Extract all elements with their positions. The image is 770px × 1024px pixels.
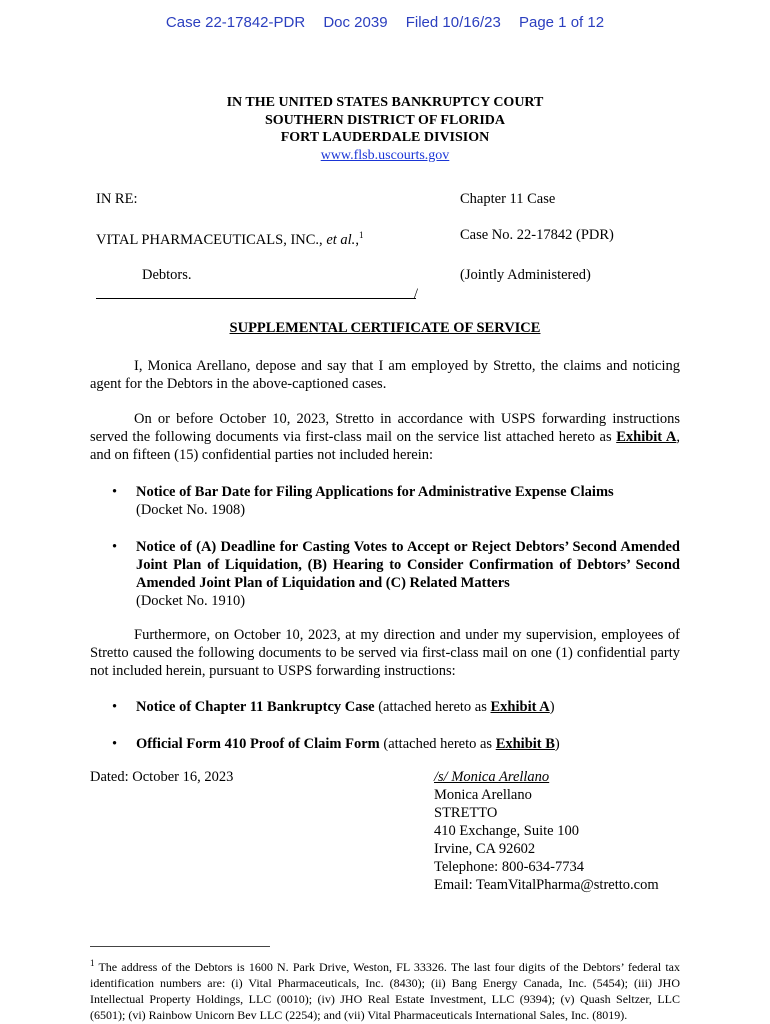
- bullet-item-title: Notice of Bar Date for Filing Applications for Administrative Expense Claims: [136, 484, 614, 500]
- bullet-item: [136, 538, 680, 610]
- document-title: SUPPLEMENTAL CERTIFICATE OF SERVICE: [229, 320, 541, 336]
- page-number-header: Page 1 of 12: [518, 14, 605, 31]
- court-line-2: SOUTHERN DISTRICT OF FLORIDA: [265, 112, 505, 128]
- court-line-3: FORT LAUDERDALE DIVISION: [280, 130, 490, 145]
- et-al-text: et al.: [326, 231, 356, 248]
- bullet-item: [136, 483, 680, 519]
- footnote-text: The address of the Debtors is 1600 N. Park Drive, Weston, FL 33326. The last four digits of the Debtors’ federal tax identification numbers are: (i) Vital Pharmaceuticals, Inc. (8430); (ii) Bang Energy Canada, Inc. (5454); (iii) JHO Intellectual Property Holdings, LLC (0010); (iv) JHO Real Estate Investment, LLC (9394); (v) Quash Seltzer, LLC (6501); (vi) Rainbow Unicorn Bev LLC (2254); and (vii) Vital Pharmaceuticals International Sales, Inc. (8019).: [90, 960, 680, 1022]
- caption-rule: [96, 298, 416, 299]
- bullet-item-mid: (attached hereto as: [379, 736, 496, 752]
- case-number: Case No. 22-17842 (PDR): [460, 227, 614, 243]
- filing-header: [0, 14, 770, 31]
- filed-date-header: Filed 10/16/23: [405, 14, 501, 31]
- case-number-header: Case 22-17842-PDR: [165, 14, 306, 31]
- signer-address-1: 410 Exchange, Suite 100: [434, 823, 579, 839]
- footnote-rule: [90, 946, 270, 947]
- signature-block: [434, 768, 659, 894]
- bullet-icon: •: [112, 539, 118, 555]
- signer-email: Email: TeamVitalPharma@stretto.com: [434, 877, 659, 893]
- debtor-name: [96, 226, 363, 249]
- bullet-item-end: ): [554, 736, 560, 752]
- paragraph-3: Furthermore, on October 10, 2023, at my direction and under my supervision, employees of Stretto caused the following documents to be served via first-class mail on one (1) confidential party not included herein, pursuant to USPS forwarding instructions:: [90, 627, 680, 679]
- court-website-link[interactable]: www.flsb.uscourts.gov: [320, 147, 450, 163]
- signer-name: Monica Arellano: [434, 787, 532, 803]
- debtors-label: Debtors.: [142, 267, 192, 283]
- signer-company: STRETTO: [434, 805, 498, 821]
- exhibit-reference: Exhibit A: [490, 699, 550, 715]
- bullet-item-docket: (Docket No. 1908): [136, 502, 246, 518]
- bullet-item: [136, 698, 680, 716]
- paragraph-1: I, Monica Arellano, depose and say that I am employed by Stretto, the claims and noticing agent for the Debtors in the above-captioned cases.: [90, 358, 680, 392]
- debtor-name-comma: ,: [355, 231, 359, 248]
- bullet-icon: •: [112, 699, 118, 715]
- paragraph-2-tail: , and on fifteen (15) confidential parties not included herein:: [90, 429, 681, 463]
- footnote: [90, 955, 680, 1023]
- debtor-name-text: VITAL PHARMACEUTICALS, INC.,: [96, 231, 327, 248]
- caption-slash: /: [414, 286, 419, 302]
- jointly-administered: (Jointly Administered): [460, 267, 591, 283]
- exhibit-a-reference: Exhibit A: [616, 429, 677, 445]
- chapter-label: Chapter 11 Case: [460, 191, 556, 207]
- doc-number-header: Doc 2039: [323, 14, 388, 31]
- bullet-item-title: Notice of (A) Deadline for Casting Votes to Accept or Reject Debtors’ Second Amended Joint Plan of Liquidation, (B) Hearing to Consider Confirmation of Debtors’ Second Amended Joint Plan of Liquidation and (C) Related Matters: [136, 539, 680, 591]
- dated-line: Dated: October 16, 2023: [90, 769, 234, 785]
- bullet-item-end: ): [549, 699, 555, 715]
- signature: /s/ Monica Arellano: [434, 769, 550, 785]
- footnote-mark: 1: [90, 958, 95, 968]
- exhibit-reference: Exhibit B: [495, 736, 555, 752]
- bullet-item-mid: (attached hereto as: [374, 699, 491, 715]
- court-heading: [0, 94, 770, 164]
- bullet-icon: •: [112, 484, 118, 500]
- paragraph-2-text: On or before October 10, 2023, Stretto in accordance with USPS forwarding instructions served the following documents via first-class mail on the service list attached hereto as: [90, 411, 680, 445]
- signer-phone: Telephone: 800-634-7734: [434, 859, 584, 875]
- bullet-item-docket: (Docket No. 1910): [136, 593, 246, 609]
- bullet-icon: •: [112, 736, 118, 752]
- footnote-reference: 1: [358, 230, 364, 240]
- bullet-item-title: Notice of Chapter 11 Bankruptcy Case: [136, 699, 375, 715]
- paragraph-2: [90, 410, 680, 464]
- signer-address-2: Irvine, CA 92602: [434, 841, 536, 857]
- bullet-item: [136, 735, 680, 753]
- in-re-label: IN RE:: [96, 191, 138, 207]
- bullet-item-title: Official Form 410 Proof of Claim Form: [136, 736, 380, 752]
- court-line-1: IN THE UNITED STATES BANKRUPTCY COURT: [226, 95, 544, 110]
